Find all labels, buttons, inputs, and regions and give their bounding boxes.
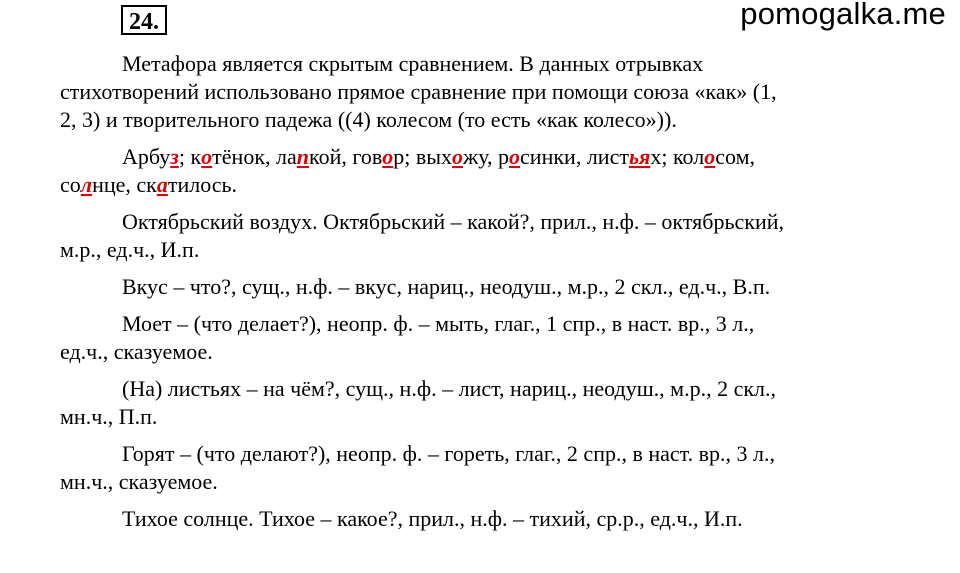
highlighted-letter: л <box>80 172 93 197</box>
analysis-line: мн.ч., сказуемое. <box>60 469 218 494</box>
word: лапкой, <box>276 144 353 169</box>
word: колосом, <box>672 144 756 169</box>
analysis-paragraph <box>60 273 950 301</box>
analysis-paragraph <box>60 375 950 431</box>
highlighted-letter: з <box>170 144 179 169</box>
word: Арбуз; <box>122 144 191 169</box>
analysis-paragraph <box>60 440 950 496</box>
analysis-line: Тихое солнце. Тихое – какое?, прил., н.ф. – тихий, ср.р., ед.ч., И.п. <box>122 506 743 531</box>
intro-paragraph <box>60 50 950 134</box>
highlighted-letter: о <box>704 144 716 169</box>
intro-line: стихотворений использовано прямое сравнение при помощи союза «как» (1, <box>60 79 777 104</box>
word: солнце, <box>60 172 137 197</box>
analysis-line: Октябрьский воздух. Октябрьский – какой?, прил., н.ф. – октябрьский, <box>122 209 784 234</box>
highlighted-letter: п <box>296 144 310 169</box>
word: выхожу, <box>415 144 499 169</box>
analysis-paragraph <box>60 310 950 366</box>
analysis-line: Горят – (что делают?), неопр. ф. – гореть, глаг., 2 спр., в наст. вр., 3 л., <box>122 441 775 466</box>
highlighted-letter: о <box>382 144 394 169</box>
analysis-line: (На) листьях – на чём?, сущ., н.ф. – лист, нариц., неодуш., м.р., 2 скл., <box>122 376 777 401</box>
analysis-paragraph <box>60 208 950 264</box>
task-number: 24. <box>121 5 167 35</box>
word: говор; <box>352 144 416 169</box>
intro-line: 2, 3) и творительного падежа ((4) колесом (то есть «как колесо»)). <box>60 107 677 132</box>
highlighted-letter: а <box>156 172 168 197</box>
analysis-line: Вкус – что?, сущ., н.ф. – вкус, нариц., неодуш., м.р., 2 скл., ед.ч., В.п. <box>122 274 771 299</box>
analysis-paragraph <box>60 505 950 533</box>
highlighted-letter: о <box>452 144 464 169</box>
answer-text <box>60 50 950 533</box>
site-watermark: pomogalka.me <box>740 0 946 31</box>
analysis-line: Моет – (что делает?), неопр. ф. – мыть, глаг., 1 спр., в наст. вр., 3 л., <box>122 311 755 336</box>
intro-line: Метафора является скрытым сравнением. В данных отрывках <box>122 51 704 76</box>
highlighted-letter: о <box>509 144 521 169</box>
spelling-paragraph <box>60 143 950 199</box>
word: котёнок, <box>190 144 277 169</box>
analysis-line: ед.ч., сказуемое. <box>60 339 213 364</box>
highlighted-letter: о <box>201 144 213 169</box>
word: скатилось. <box>136 172 238 197</box>
word: росинки, <box>498 144 587 169</box>
highlighted-letter: ья <box>628 144 651 169</box>
analysis-line: мн.ч., П.п. <box>60 404 158 429</box>
word: листьях; <box>586 144 673 169</box>
analysis-line: м.р., ед.ч., И.п. <box>60 237 200 262</box>
